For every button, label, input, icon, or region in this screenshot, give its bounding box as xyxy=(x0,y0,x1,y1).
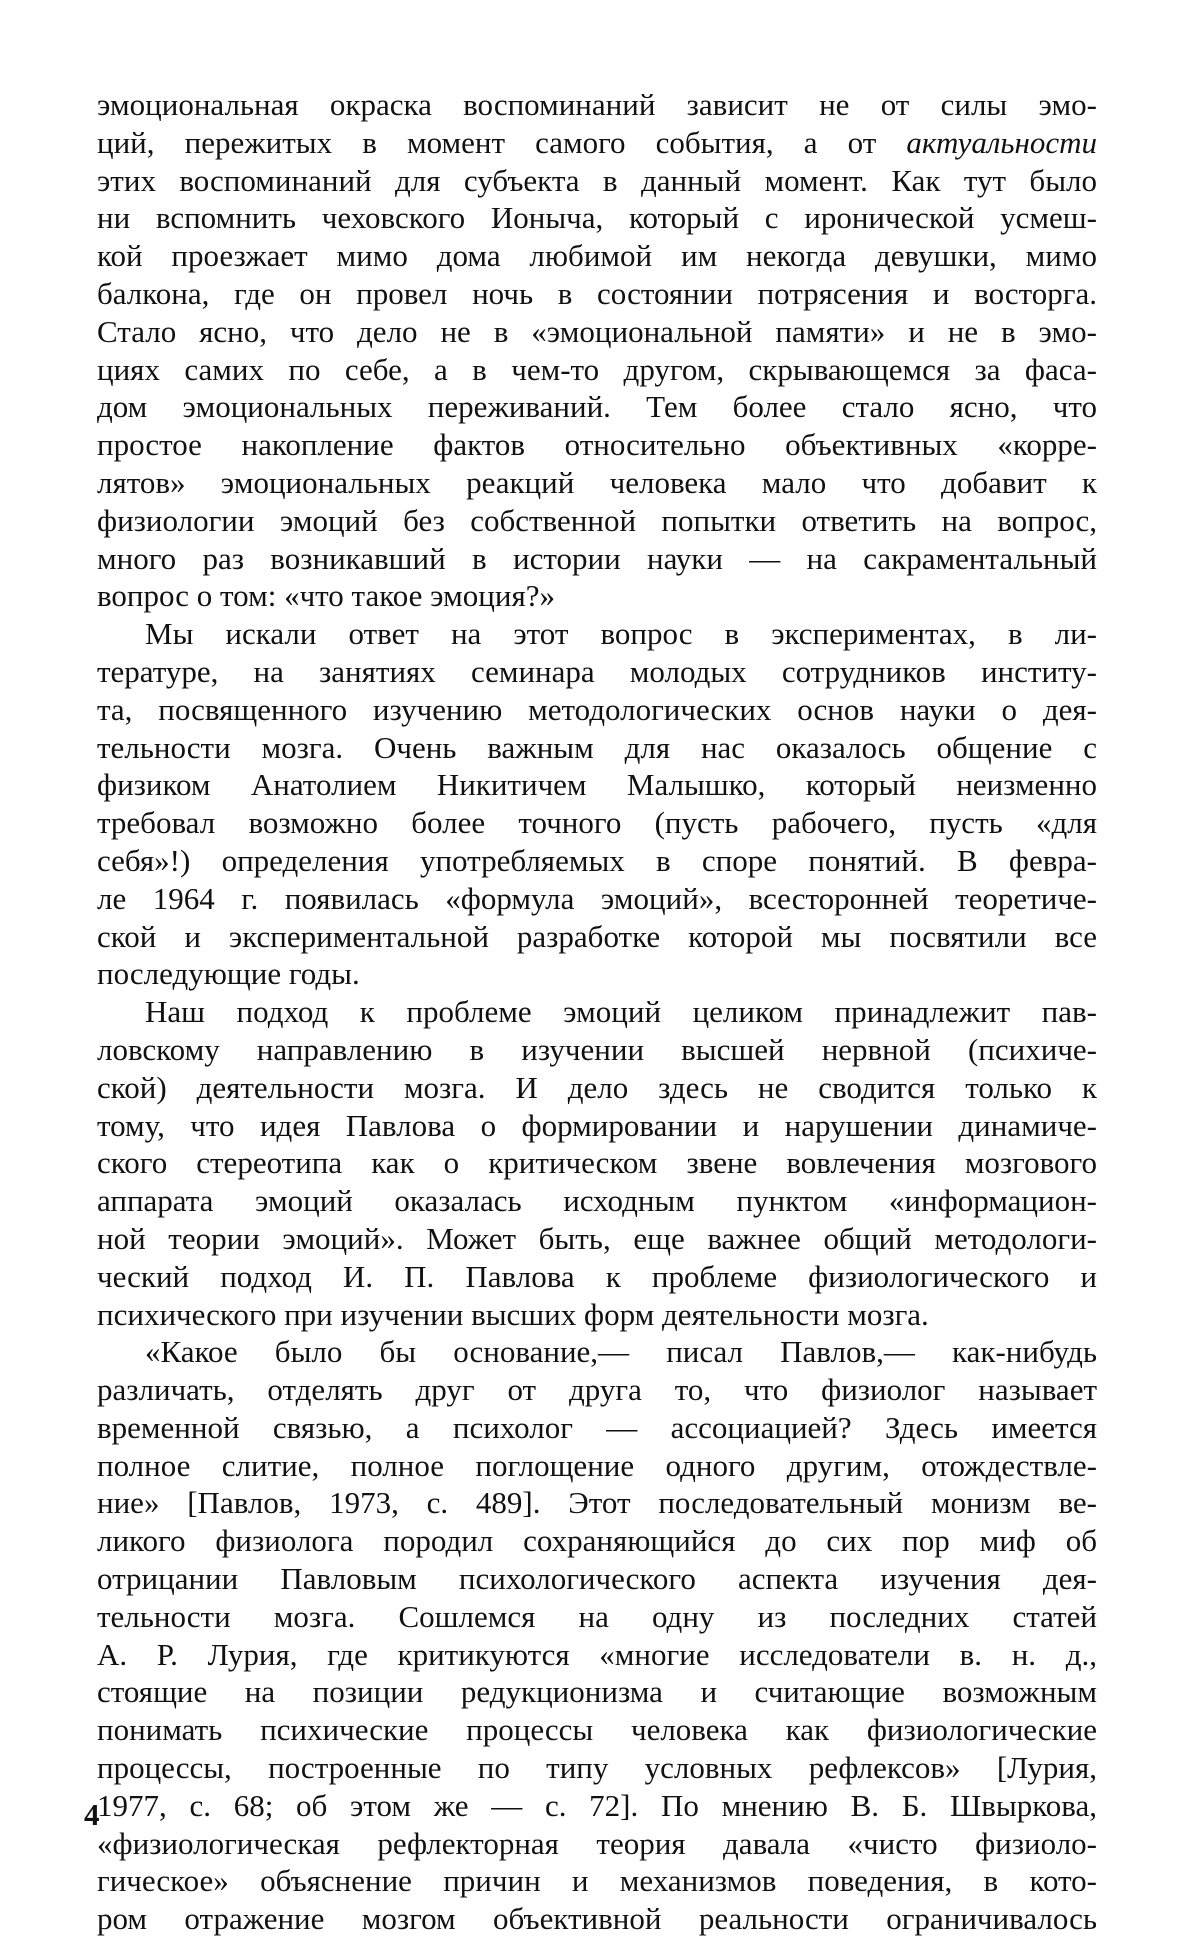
text-line: ром отражение мозгом объективной реальности ограничивалось xyxy=(97,1901,1097,1937)
text-line: Мы искали ответ на этот вопрос в экспериментах, в ли- xyxy=(145,616,1097,652)
text-line: ловскому направлению в изучении высшей нервной (психиче- xyxy=(97,1031,1097,1067)
text-line: последующие годы. xyxy=(97,956,360,992)
text-line: полное слитие, полное поглощение одного другим, отождествле- xyxy=(97,1447,1097,1483)
text-line: ле 1964 г. появилась «формула эмоций», всесторонней теоретиче- xyxy=(97,880,1097,916)
text-line: простое накопление фактов относительно объективных «корре- xyxy=(97,427,1097,463)
text-line: циях самих по себе, а в чем-то другом, скрывающемся за фаса- xyxy=(97,351,1097,387)
text-line: 1977, с. 68; об этом же — с. 72]. По мнению В. Б. Швыркова, xyxy=(97,1787,1097,1823)
text-line: ческий подход И. П. Павлова к проблеме физиологического и xyxy=(97,1258,1097,1294)
text-line: ской и экспериментальной разработке которой мы посвятили все xyxy=(97,918,1097,954)
text-line: А. Р. Лурия, где критикуются «многие исследователи в. н. д., xyxy=(97,1636,1097,1672)
text-line: тературе, на занятиях семинара молодых сотрудников институ- xyxy=(97,653,1097,689)
text-line: вопрос о том: «что такое эмоция?» xyxy=(97,578,555,614)
text-line: стоящие на позиции редукционизма и считающие возможным xyxy=(97,1674,1097,1710)
text-line: требовал возможно более точного (пусть рабочего, пусть «для xyxy=(97,805,1097,841)
text-line: различать, отделять друг от друга то, что физиолог называет xyxy=(97,1372,1097,1408)
text-line: много раз возникавший в истории науки — на сакраментальный xyxy=(97,540,1097,576)
text-line: психического при изучении высших форм деятельности мозга. xyxy=(97,1296,929,1332)
text-line: аппарата эмоций оказалась исходным пунктом «информацион- xyxy=(97,1183,1097,1219)
text-line: физиологии эмоций без собственной попытки ответить на вопрос, xyxy=(97,502,1097,538)
text-line: «Какое было бы основание,— писал Павлов,— как-нибудь xyxy=(145,1334,1097,1370)
text-line: ни вспомнить чеховского Ионыча, который с иронической усмеш- xyxy=(97,200,1097,236)
text-line: процессы, построенные по типу условных рефлексов» [Лурия, xyxy=(97,1750,1097,1786)
text-line: эмоциональная окраска воспоминаний зависит не от силы эмо- xyxy=(97,87,1097,122)
text-line: ской) деятельности мозга. И дело здесь не сводится только к xyxy=(97,1069,1097,1105)
text-line: себя»!) определения употребляемых в споре понятий. В февра- xyxy=(97,842,1097,878)
text-line: ского стереотипа как о критическом звене вовлечения мозгового xyxy=(97,1145,1097,1181)
text-line: ной теории эмоций». Может быть, еще важнее общий методологи- xyxy=(97,1220,1097,1256)
text-line: физиком Анатолием Никитичем Малышко, который неизменно xyxy=(97,767,1097,803)
text-line: ние» [Павлов, 1973, с. 489]. Этот последовательный монизм ве- xyxy=(97,1485,1097,1521)
text-line: тельности мозга. Очень важным для нас оказалось общение с xyxy=(97,729,1097,765)
page-number: 4 xyxy=(84,1797,100,1832)
text-line: балкона, где он провел ночь в состоянии потрясения и восторга. xyxy=(97,275,1097,311)
text-line: дом эмоциональных переживаний. Тем более стало ясно, что xyxy=(97,389,1097,425)
text-line: ций, пережитых в момент самого события, а от актуальности xyxy=(97,124,1097,160)
text-line: та, посвященного изучению методологических основ науки о дея- xyxy=(97,691,1097,727)
text-line: гическое» объяснение причин и механизмов поведения, в кото- xyxy=(97,1863,1097,1899)
text-line: Стало ясно, что дело не в «эмоциональной памяти» и не в эмо- xyxy=(97,313,1097,349)
text-line: временной связью, а психолог — ассоциацией? Здесь имеется xyxy=(97,1409,1097,1445)
text-line: Наш подход к проблеме эмоций целиком принадлежит пав- xyxy=(145,994,1097,1030)
text-line: «физиологическая рефлекторная теория давала «чисто физиоло- xyxy=(97,1825,1097,1861)
text-line: тельности мозга. Сошлемся на одну из последних статей xyxy=(97,1598,1097,1634)
text-line: этих воспоминаний для субъекта в данный момент. Как тут было xyxy=(97,162,1097,198)
text-line: понимать психические процессы человека как физиологические xyxy=(97,1712,1097,1748)
text-line: тому, что идея Павлова о формировании и нарушении динамиче- xyxy=(97,1107,1097,1143)
text-line: кой проезжает мимо дома любимой им некогда девушки, мимо xyxy=(97,238,1097,274)
body-text xyxy=(97,86,1097,1938)
text-line: ликого физиолога породил сохраняющийся до сих пор миф об xyxy=(97,1523,1097,1559)
text-line: отрицании Павловым психологического аспекта изучения дея- xyxy=(97,1561,1097,1597)
text-line: лятов» эмоциональных реакций человека мало что добавит к xyxy=(97,464,1097,500)
